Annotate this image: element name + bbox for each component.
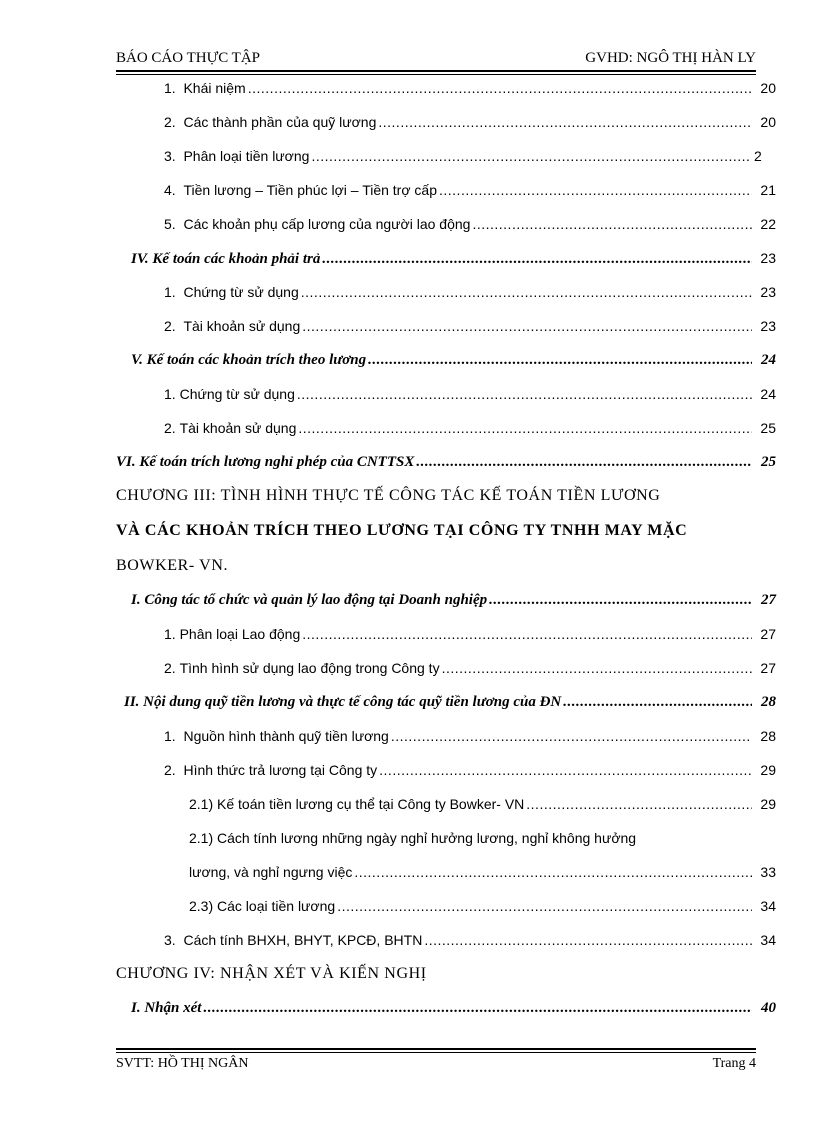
entry-title: Nguồn hình thành quỹ tiền lương (183, 728, 389, 744)
entry-title: 2.1) Kế toán tiền lương cụ thể tại Công ty Bowker- VN (189, 796, 525, 812)
entry-page: 24 (760, 386, 776, 402)
toc-section[interactable] (131, 592, 776, 616)
entry-number: 2. (164, 318, 184, 334)
entry-title: Tiền lương – Tiền phúc lợi – Tiền trợ cấp (183, 182, 437, 198)
dot-leader (322, 251, 752, 268)
entry-title: Các thành phần của quỹ lương (183, 114, 377, 130)
dot-leader (203, 1000, 752, 1017)
toc-entry[interactable] (164, 660, 776, 684)
entry-title: Chứng từ sử dụng (183, 284, 299, 300)
dot-leader (391, 728, 752, 744)
toc-entry[interactable] (164, 728, 776, 752)
toc-section[interactable] (124, 694, 776, 718)
entry-number: 2. (164, 660, 180, 676)
chapter-heading-continued (116, 522, 687, 540)
entry-title: 2.3) Các loại tiền lương (189, 898, 336, 914)
section-title: II. Nội dung quỹ tiền lương và thực tế công tác quỹ tiền lương của ĐN (124, 694, 562, 710)
toc-entry[interactable] (164, 626, 776, 650)
entry-title: Hình thức trả lương tại Công ty (183, 762, 378, 778)
entry-number: 2. (164, 114, 184, 130)
entry-number: 1. (164, 728, 184, 744)
entry-page: 34 (760, 932, 776, 948)
entry-page: 33 (760, 864, 776, 880)
dot-leader (563, 694, 752, 711)
entry-page: 20 (760, 114, 776, 130)
dot-leader (379, 762, 752, 778)
footer-divider (116, 1048, 756, 1053)
entry-title: Các khoản phụ cấp lương của người lao động (183, 216, 471, 232)
dot-leader (248, 80, 752, 96)
entry-number: 1. (164, 626, 180, 642)
entry-number: 4. (164, 182, 184, 198)
entry-number: 5. (164, 216, 184, 232)
toc-entry[interactable] (164, 284, 776, 308)
dot-leader (302, 318, 752, 334)
toc-entry[interactable] (189, 864, 776, 888)
entry-page: 29 (760, 796, 776, 812)
dot-leader (337, 898, 752, 914)
entry-title: Chứng từ sử dụng (179, 386, 295, 402)
chapter-heading (116, 487, 660, 505)
entry-page: 25 (760, 420, 776, 436)
student-name: SVTT: HỒ THỊ NGÂN (116, 1056, 249, 1071)
entry-title: Cách tính BHXH, BHYT, KPCĐ, BHTN (183, 932, 423, 948)
entry-page: 21 (760, 182, 776, 198)
advisor-name: GVHD: NGÔ THỊ HÀN LY (585, 50, 756, 66)
entry-number: 1. (164, 80, 184, 96)
entry-title: Phân loại tiền lương (183, 148, 310, 164)
dot-leader (368, 352, 752, 369)
entry-number: 2. (164, 762, 184, 778)
toc-entry[interactable] (164, 318, 776, 342)
toc-entry[interactable] (164, 386, 776, 410)
dot-leader (442, 660, 752, 676)
report-title: BÁO CÁO THỰC TẬP (116, 50, 261, 66)
entry-page: 28 (760, 728, 776, 744)
toc-entry[interactable] (164, 932, 776, 956)
dot-leader (311, 148, 750, 164)
entry-title: Khái niệm (183, 80, 246, 96)
toc-entry[interactable] (164, 148, 776, 172)
entry-number: 3. (164, 148, 184, 164)
entry-number: 1. (164, 284, 184, 300)
entry-number: 2. (164, 420, 180, 436)
section-title: I. Công tác tổ chức và quản lý lao động tại Doanh nghiệp (131, 592, 488, 608)
toc-entry[interactable] (164, 114, 776, 138)
dot-leader (526, 796, 752, 812)
toc-entry[interactable] (164, 182, 776, 206)
section-title: V. Kế toán các khoản trích theo lương (131, 352, 367, 368)
entry-page: 23 (760, 284, 776, 300)
dot-leader (298, 420, 752, 436)
entry-page: 27 (761, 592, 776, 608)
entry-page: 23 (760, 250, 776, 266)
entry-page: 40 (761, 1000, 776, 1016)
section-title: VI. Kế toán trích lương nghỉ phép của CNTTSX (116, 454, 415, 470)
section-title: IV. Kế toán các khoản phải trả (131, 251, 321, 267)
entry-title: lương, và nghỉ ngưng việc (189, 864, 353, 880)
entry-page: 25 (761, 454, 776, 470)
toc-entry[interactable] (164, 762, 776, 786)
dot-leader (416, 454, 752, 471)
page-footer (116, 1056, 756, 1078)
entry-number: 3. (164, 932, 184, 948)
toc-section[interactable] (116, 454, 776, 478)
entry-title: Tài khoản sử dụng (183, 318, 301, 334)
section-title: I. Nhận xét (131, 1000, 202, 1016)
page-number: Trang 4 (712, 1056, 756, 1071)
entry-page: 27 (760, 660, 776, 676)
toc-entry[interactable] (189, 898, 776, 922)
toc-section[interactable] (131, 352, 776, 376)
chapter-line: BOWKER- VN. (116, 557, 229, 574)
entry-title: 2.1) Cách tính lương những ngày nghỉ hưởng lương, nghỉ không hưởng (189, 830, 637, 846)
entry-page: 24 (761, 352, 776, 368)
entry-title: Tình hình sử dụng lao động trong Công ty (179, 660, 440, 676)
toc-entry[interactable] (164, 420, 776, 444)
chapter-line: CHƯƠNG III: TÌNH HÌNH THỰC TẾ CÔNG TÁC KẾ TOÁN TIỀN LƯƠNG (116, 487, 661, 504)
entry-page: 28 (761, 694, 776, 710)
entry-page: 34 (760, 898, 776, 914)
entry-page: 20 (760, 80, 776, 96)
chapter-heading (116, 965, 427, 983)
dot-leader (302, 626, 752, 642)
dot-leader (297, 386, 752, 402)
entry-page: 2 (754, 148, 762, 164)
toc-entry[interactable] (164, 80, 776, 104)
toc-section[interactable] (131, 250, 776, 274)
entry-page: 23 (760, 318, 776, 334)
chapter-line: VÀ CÁC KHOẢN TRÍCH THEO LƯƠNG TẠI CÔNG TY TNHH MAY MẶC (116, 522, 688, 539)
dot-leader (472, 216, 752, 232)
entry-title: Phân loại Lao động (179, 626, 301, 642)
toc-entry[interactable] (164, 216, 776, 240)
entry-page: 22 (760, 216, 776, 232)
entry-title: Tài khoản sử dụng (179, 420, 297, 436)
chapter-line: CHƯƠNG IV: NHẬN XÉT VÀ KIẾN NGHỊ (116, 965, 427, 982)
toc-entry-wrap (189, 830, 776, 854)
dot-leader (439, 182, 752, 198)
dot-leader (424, 932, 752, 948)
entry-page: 27 (760, 626, 776, 642)
entry-page: 29 (760, 762, 776, 778)
toc-section[interactable] (131, 1000, 776, 1024)
dot-leader (354, 864, 752, 880)
toc-entry[interactable] (189, 796, 776, 820)
dot-leader (489, 592, 752, 609)
entry-number: 1. (164, 386, 180, 402)
dot-leader (301, 284, 752, 300)
dot-leader (378, 114, 752, 130)
chapter-heading-continued (116, 557, 228, 575)
